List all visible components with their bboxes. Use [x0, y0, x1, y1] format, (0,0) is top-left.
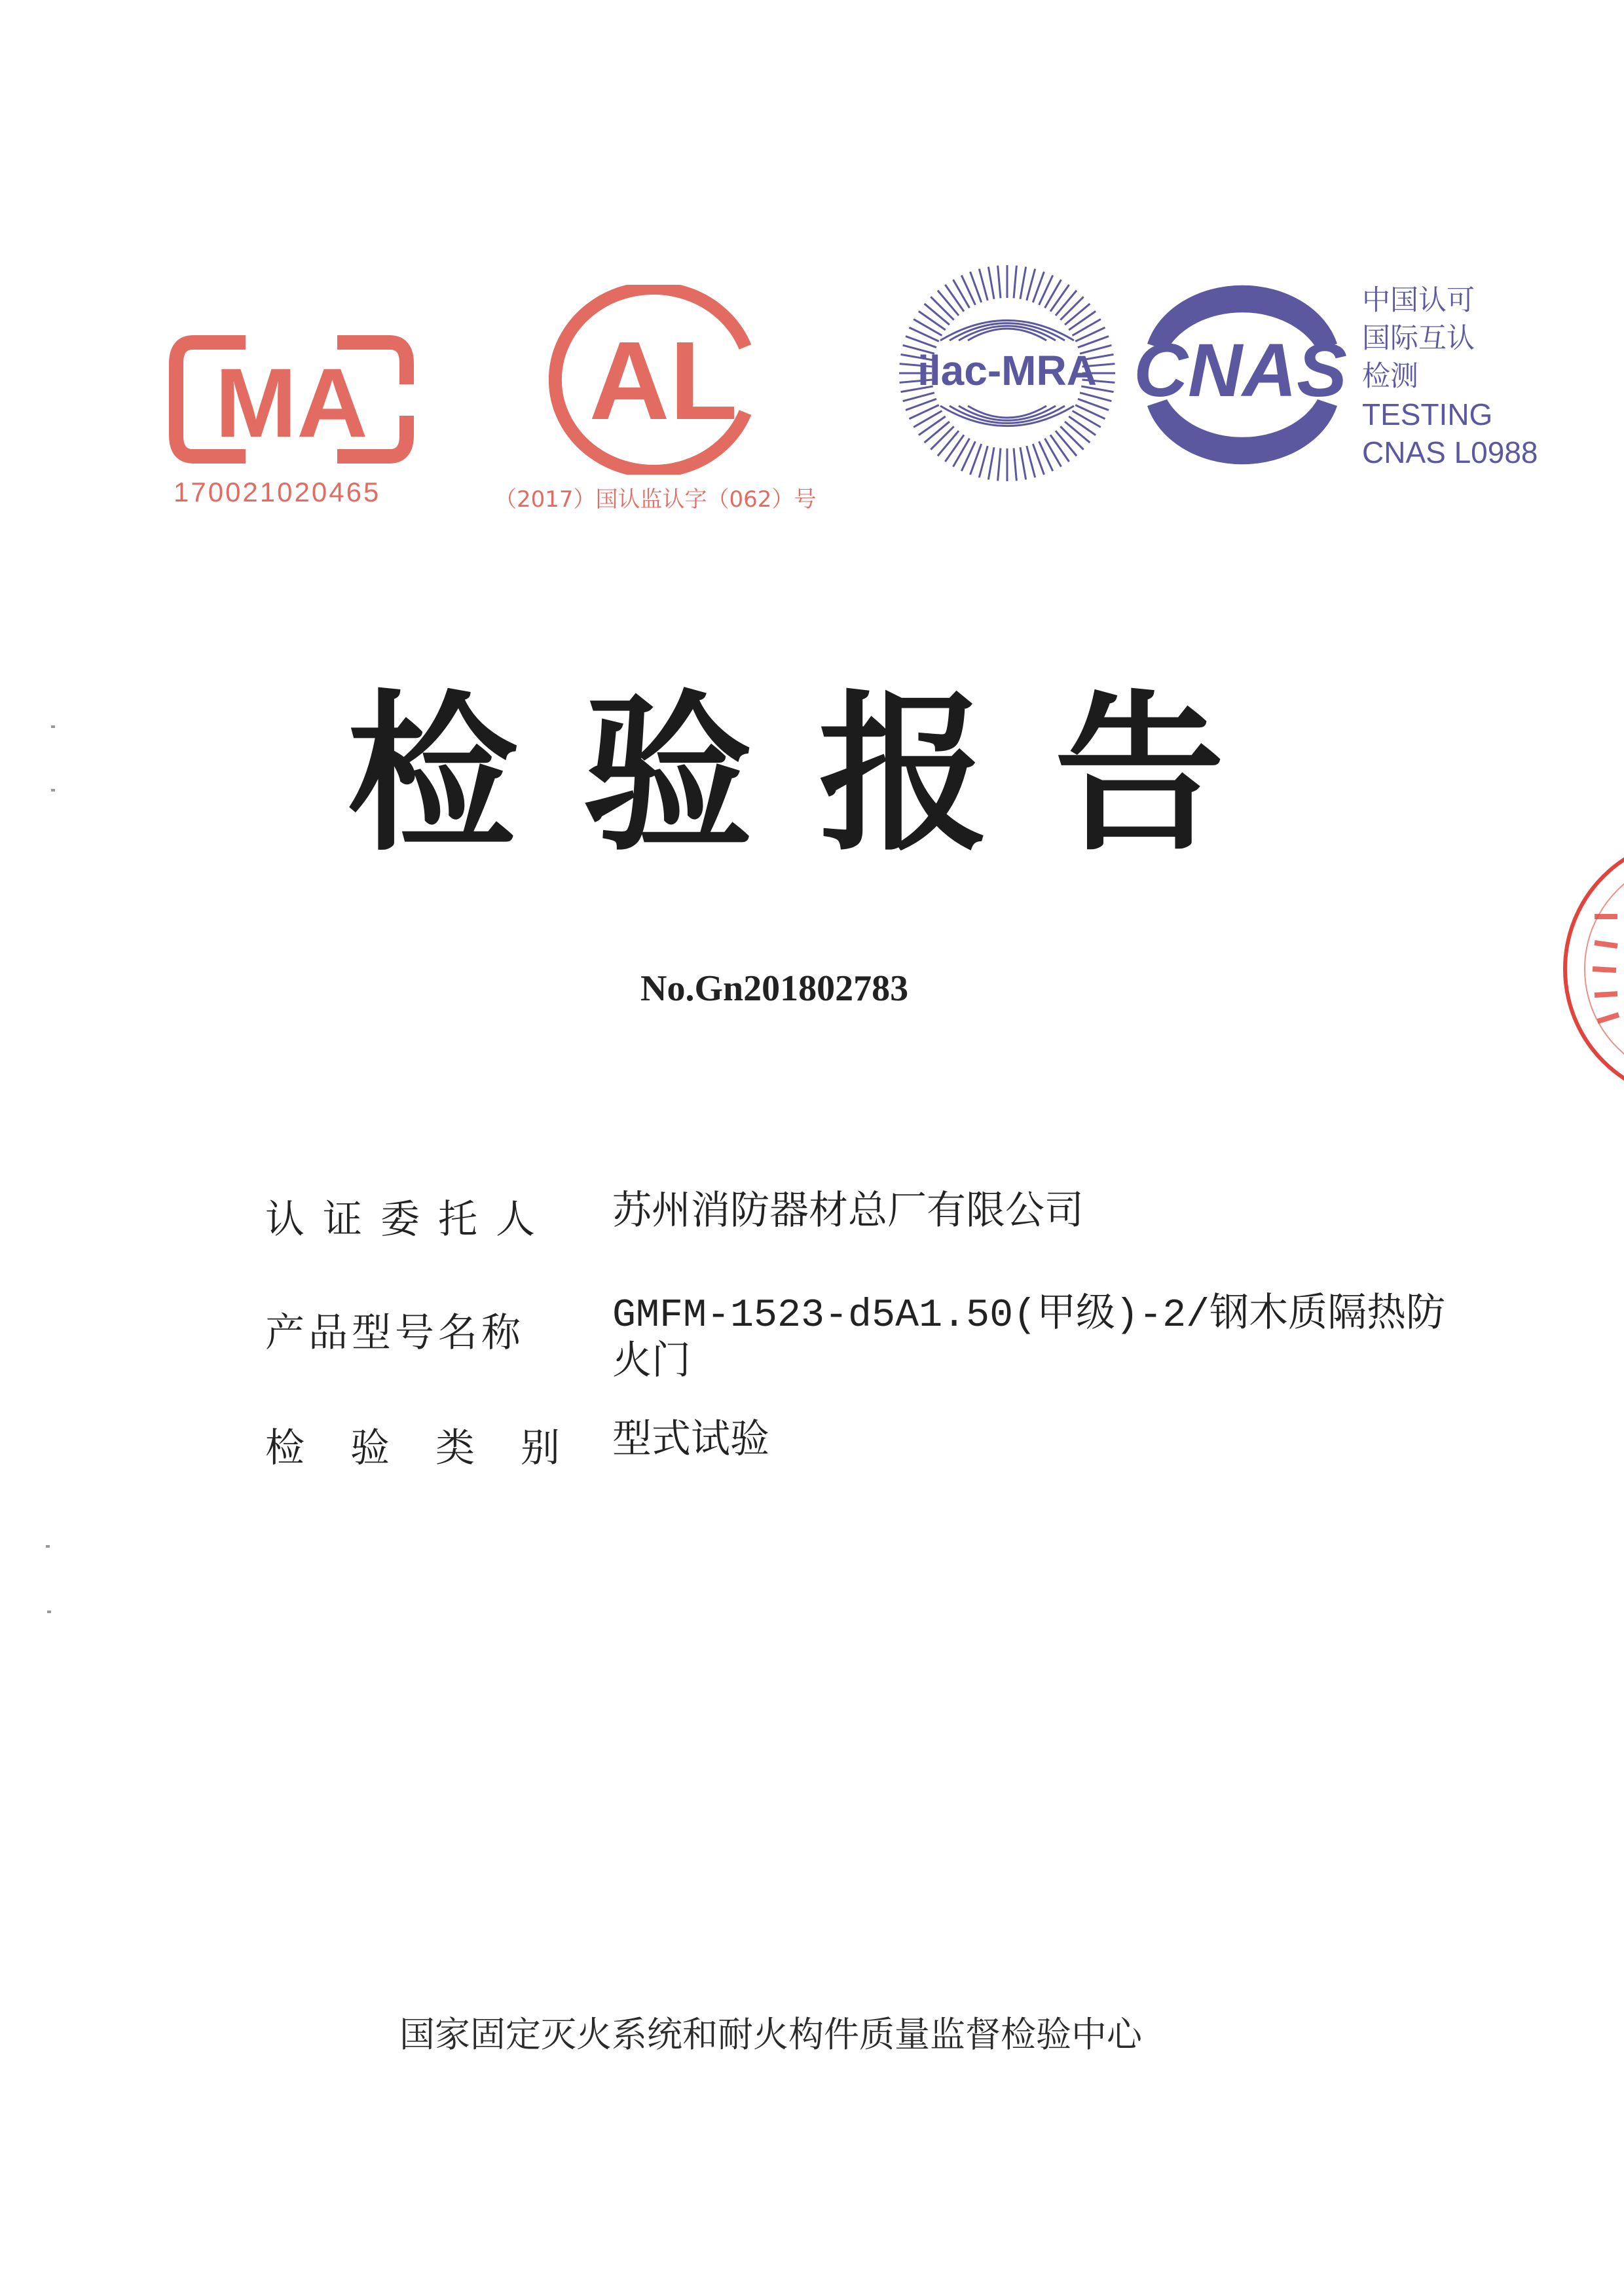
cnas-mark: CNAS — [1134, 329, 1347, 412]
product-label: 产品型号名称 — [265, 1310, 525, 1356]
cnas-line-5: CNAS L0988 — [1362, 435, 1538, 469]
client-value: 苏州消防器材总厂有限公司 — [612, 1188, 1084, 1233]
client-label: 认证委托人 — [265, 1197, 553, 1243]
ilac-ray — [1060, 426, 1083, 449]
info-row-type — [265, 1417, 1562, 1473]
ilac-ray — [1014, 266, 1016, 299]
ilac-ray — [1056, 291, 1077, 316]
ilac-ray — [1020, 267, 1026, 299]
ilac-ray — [1027, 269, 1035, 301]
seal-stamp-icon — [1532, 818, 1624, 1120]
info-row-client — [265, 1188, 1562, 1245]
report-title: 检验报告 — [347, 676, 1290, 874]
scan-speck — [46, 1545, 50, 1548]
report-number: No.Gn201802783 — [640, 968, 909, 1009]
cnas-line-2: 国际互认 — [1362, 322, 1475, 355]
product-value — [612, 1294, 1562, 1383]
ilac-ray — [1050, 435, 1069, 462]
ilac-ray — [1050, 285, 1069, 312]
ilac-ray — [938, 431, 959, 456]
cma-logo-icon — [167, 324, 416, 475]
cal-mark: AL — [589, 319, 738, 443]
ilac-ray — [1065, 422, 1090, 443]
ilac-ray — [1073, 319, 1101, 336]
cal-number: （2017）国认监认字（062）号 — [494, 486, 817, 513]
ilac-ray — [953, 280, 970, 308]
ilac-ray — [953, 439, 970, 467]
ilac-ray — [1056, 431, 1077, 456]
scan-speck — [47, 1611, 51, 1613]
cal-logo-icon — [549, 285, 771, 475]
ilac-ray — [1065, 304, 1090, 325]
cnas-line-1: 中国认可 — [1362, 284, 1475, 317]
cnas-line-3: 检测 — [1362, 360, 1418, 393]
ilac-ray — [979, 446, 987, 477]
ilac-ray — [979, 269, 987, 301]
ilac-ray — [919, 416, 946, 435]
product-value-line-1: GMFM-1523-d5A1.50(甲级)-2/钢木质隔热防 — [612, 1294, 1446, 1338]
cma-mark: MA — [215, 348, 368, 458]
ilac-ray — [931, 426, 953, 449]
ilac-ray — [988, 267, 994, 299]
scan-speck — [51, 789, 55, 792]
ilac-mra-logo-icon — [896, 262, 1118, 484]
ilac-ray — [919, 311, 946, 330]
ilac-ray — [1073, 411, 1101, 428]
ilac-ray — [998, 448, 1001, 481]
ilac-ray — [925, 422, 950, 443]
ilac-ray — [1069, 311, 1096, 330]
ilac-ray — [931, 297, 953, 319]
ilac-ray — [913, 319, 942, 336]
ilac-ray — [1027, 446, 1035, 477]
ilac-ray — [913, 411, 942, 428]
type-value: 型式试验 — [612, 1416, 769, 1462]
ilac-ray — [938, 291, 959, 316]
ilac-ray — [925, 304, 950, 325]
ilac-ray — [1014, 448, 1016, 481]
cnas-line-4: TESTING — [1362, 397, 1493, 431]
ilac-ray — [945, 285, 964, 312]
type-label: 检验类别 — [265, 1425, 606, 1471]
ilac-ray — [1069, 416, 1096, 435]
ilac-ray — [1060, 297, 1083, 319]
scan-speck — [51, 725, 55, 728]
cnas-logo-icon — [1121, 282, 1360, 468]
ilac-ray — [1045, 280, 1061, 308]
cnas-caption — [1362, 282, 1559, 471]
ilac-mark: ilac-MRA — [917, 347, 1097, 394]
cma-number: 170021020465 — [174, 477, 381, 507]
ilac-ray — [988, 447, 994, 479]
product-value-line-2: 火门 — [612, 1338, 691, 1383]
info-row-product — [265, 1294, 1562, 1383]
ilac-ray — [998, 266, 1001, 299]
issuing-organization: 国家固定灭火系统和耐火构件质量监督检验中心 — [399, 2014, 1142, 2055]
ilac-ray — [1045, 439, 1061, 467]
ilac-ray — [945, 435, 964, 462]
report-info — [265, 1188, 1562, 1473]
ilac-ray — [1020, 447, 1026, 479]
